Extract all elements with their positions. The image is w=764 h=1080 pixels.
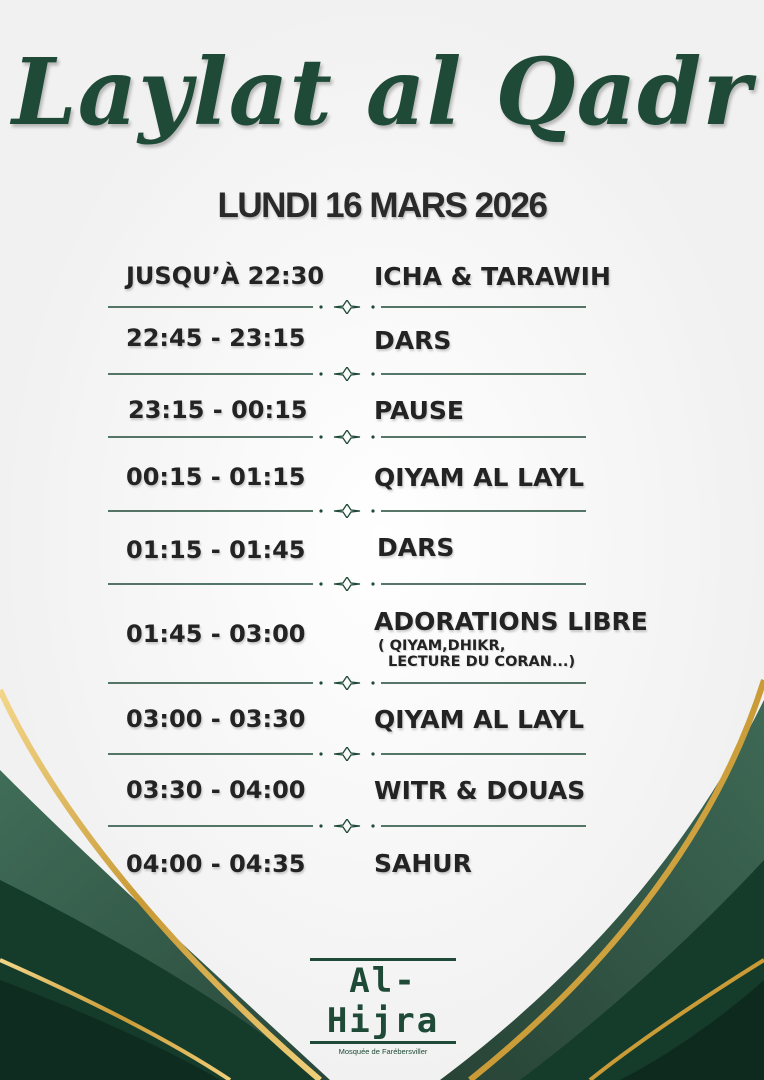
schedule-time: 01:45 - 03:00 xyxy=(126,620,306,648)
schedule-activity: ADORATIONS LIBRE xyxy=(374,607,648,636)
schedule-time: 22:45 - 23:15 xyxy=(126,324,306,352)
schedule-activity: DARS xyxy=(374,326,452,355)
schedule-activity: SAHUR xyxy=(374,849,472,878)
ornament-divider xyxy=(108,300,586,314)
schedule-activity: ICHA & TARAWIH xyxy=(374,262,611,291)
schedule-detail: ( QIYAM,DHIKR, xyxy=(378,638,506,654)
ornament-divider xyxy=(108,676,586,690)
schedule-time: 04:00 - 04:35 xyxy=(126,850,306,878)
ornament-divider xyxy=(108,430,586,444)
schedule-time: 03:30 - 04:00 xyxy=(126,776,306,804)
schedule-time: 03:00 - 03:30 xyxy=(126,705,306,733)
ornament-divider xyxy=(108,577,586,591)
schedule-detail: LECTURE DU CORAN...) xyxy=(388,654,576,670)
schedule-activity: DARS xyxy=(377,533,455,562)
ornament-divider xyxy=(108,819,586,833)
mosque-logo xyxy=(310,958,456,1056)
event-date: LUNDI 16 MARS 2026 xyxy=(217,186,547,225)
schedule-time: 23:15 - 00:15 xyxy=(128,396,308,424)
schedule-activity: QIYAM AL LAYL xyxy=(374,463,585,492)
schedule-time: 01:15 - 01:45 xyxy=(126,536,306,564)
page-title: Laylat al Qadr xyxy=(12,38,752,146)
schedule-activity: PAUSE xyxy=(374,396,464,425)
logo-subtitle: Mosquée de Farébersviller xyxy=(338,1047,428,1056)
ornament-divider xyxy=(108,747,586,761)
ornament-divider xyxy=(108,367,586,381)
schedule-time: 00:15 - 01:15 xyxy=(126,463,306,491)
schedule-time: JUSQU’À 22:30 xyxy=(126,262,325,290)
schedule-activity: WITR & DOUAS xyxy=(374,776,586,805)
logo-wordmark: Al-Hijra xyxy=(310,958,456,1044)
ornament-divider xyxy=(108,504,586,518)
schedule-activity: QIYAM AL LAYL xyxy=(374,705,585,734)
